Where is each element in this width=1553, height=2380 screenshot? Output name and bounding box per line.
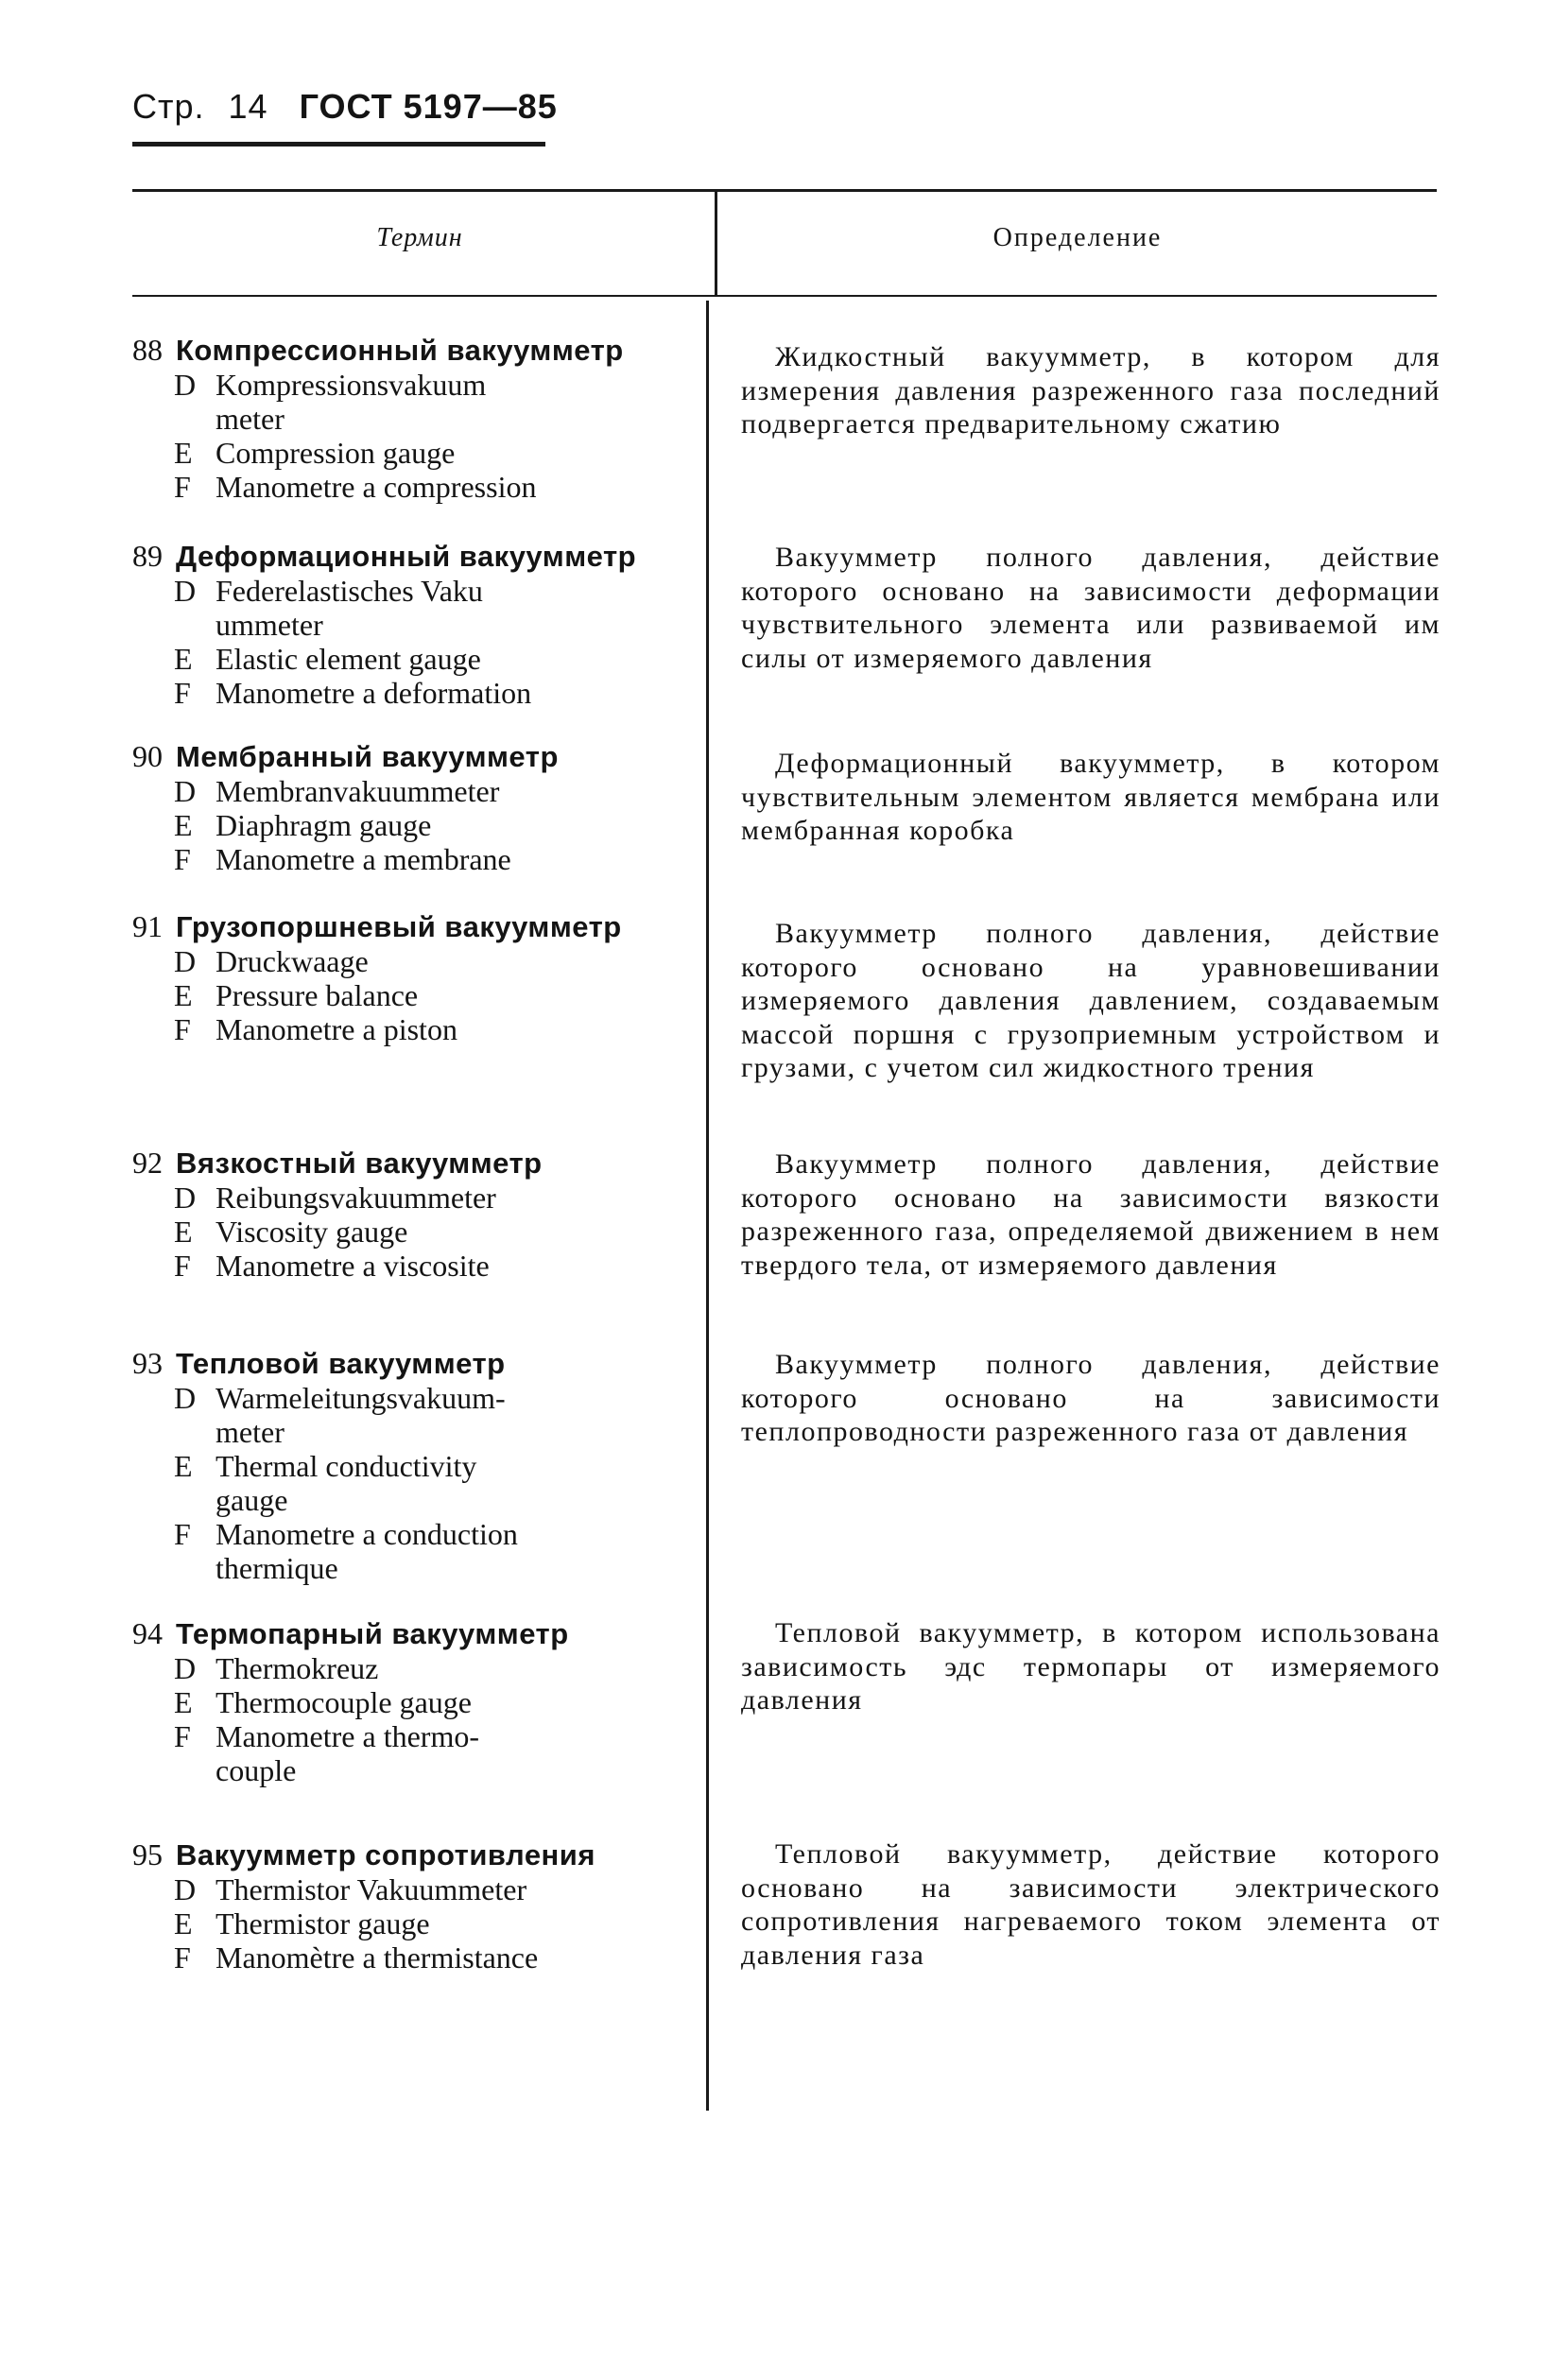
term-heading <box>132 539 699 574</box>
term-entry-88 <box>132 333 699 504</box>
term-french-cont: couple <box>216 1753 297 1787</box>
term-german: D Kompressionsvakuum <box>174 368 487 402</box>
term-english: E Viscosity gauge <box>174 1215 408 1249</box>
term-number: 88 <box>132 333 163 367</box>
definition-88: Жидкостный вакуумметр, в котором для измерения давления разреженного газа последний подвергается предварительному сжатию <box>741 341 1441 440</box>
term-number: 93 <box>132 1346 163 1380</box>
table-top-rule <box>132 189 1437 192</box>
term-english: E Thermocouple gauge <box>174 1685 472 1719</box>
term-title: Мембранный вакуумметр <box>176 740 559 773</box>
term-entry-92 <box>132 1146 699 1283</box>
term-german-cont: ummeter <box>216 608 323 642</box>
term-german-cont: meter <box>216 402 285 436</box>
term-german: D Federelastisches Vaku <box>174 574 483 608</box>
term-heading <box>132 1837 699 1872</box>
column-header-definition: Определение <box>992 223 1163 252</box>
term-german: D Thermistor Vakuummeter <box>174 1872 527 1906</box>
term-english: E Pressure balance <box>174 978 419 1012</box>
term-entry-95 <box>132 1837 699 1975</box>
term-number: 92 <box>132 1146 163 1180</box>
column-header-term: Термин <box>376 223 463 252</box>
term-title: Вязкостный вакуумметр <box>176 1147 543 1180</box>
column-divider-head <box>715 191 717 295</box>
term-french-cont: thermique <box>216 1551 338 1585</box>
definition-95: Тепловой вакуумметр, действие которого основано на зависимости электрического сопротивления нагреваемого током элемента от давления газа <box>741 1838 1441 1971</box>
definition-92: Вакуумметр полного давления, действие которого основано на зависимости вязкости разреженного газа, определяемой движением в нем твердого тела, от измеряемого давления <box>741 1148 1441 1281</box>
term-number: 94 <box>132 1616 163 1650</box>
term-title: Вакуумметр сопротивления <box>176 1838 595 1871</box>
term-german-cont: meter <box>216 1415 285 1449</box>
term-heading <box>132 1346 699 1381</box>
definition-94: Тепловой вакуумметр, в котором использована зависимость эдс термопары от измеряемого давления <box>741 1617 1441 1716</box>
term-english: E Compression gauge <box>174 436 456 470</box>
term-number: 89 <box>132 539 163 573</box>
term-entry-91 <box>132 909 699 1046</box>
term-title: Компрессионный вакуумметр <box>176 334 624 367</box>
term-english: E Elastic element gauge <box>174 642 481 676</box>
term-english: E Diaphragm gauge <box>174 808 432 842</box>
standard-title: ГОСТ 5197—85 <box>299 87 558 126</box>
page-header <box>132 87 558 127</box>
term-french: F Manometre a viscosite <box>174 1249 490 1283</box>
term-english-cont: gauge <box>216 1483 288 1517</box>
term-heading <box>132 1146 699 1181</box>
term-german: D Reibungsvakuummeter <box>174 1181 496 1215</box>
term-german: D Thermokreuz <box>174 1651 379 1685</box>
definition-89: Вакуумметр полного давления, действие которого основано на зависимости деформации чувствительного элемента или развиваемой им силы от измеряемого давления <box>741 542 1441 674</box>
term-heading <box>132 333 699 368</box>
term-german: D Warmeleitungsvakuum- <box>174 1381 506 1415</box>
page-number: 14 <box>228 87 268 126</box>
term-german: D Druckwaage <box>174 944 369 978</box>
term-title: Грузопоршневый вакуумметр <box>176 910 622 943</box>
term-entry-94 <box>132 1616 699 1787</box>
term-french: F Manometre a membrane <box>174 842 511 876</box>
term-title: Деформационный вакуумметр <box>176 540 637 573</box>
term-french: F Manomètre a thermistance <box>174 1940 539 1975</box>
term-number: 95 <box>132 1837 163 1871</box>
term-title: Термопарный вакуумметр <box>176 1617 569 1650</box>
term-french: F Manometre a compression <box>174 470 537 504</box>
term-french: F Manometre a piston <box>174 1012 457 1046</box>
page-prefix: Стр. <box>132 87 205 126</box>
column-divider-body <box>706 301 709 2111</box>
term-entry-90 <box>132 739 699 876</box>
definition-93: Вакуумметр полного давления, действие которого основано на зависимости теплопроводности разреженного газа от давления <box>741 1349 1441 1447</box>
table-header-rule <box>132 295 1437 297</box>
term-french: F Manometre a thermo- <box>174 1719 479 1753</box>
term-number: 90 <box>132 739 163 773</box>
term-english: E Thermal conductivity <box>174 1449 477 1483</box>
term-entry-93 <box>132 1346 699 1585</box>
term-heading <box>132 1616 699 1651</box>
term-title: Тепловой вакуумметр <box>176 1347 506 1380</box>
definition-90: Деформационный вакуумметр, в котором чувствительным элементом является мембрана или мембранная коробка <box>741 748 1441 846</box>
term-entry-89 <box>132 539 699 710</box>
term-german: D Membranvakuummeter <box>174 774 500 808</box>
term-heading <box>132 909 699 944</box>
header-rule <box>132 142 545 147</box>
term-heading <box>132 739 699 774</box>
term-french: F Manometre a conduction <box>174 1517 518 1551</box>
term-french: F Manometre a deformation <box>174 676 532 710</box>
definition-91: Вакуумметр полного давления, действие которого основано на уравновешивании измеряемого давления давлением, создаваемым массой поршня с грузоприемным устройством и грузами, с учетом сил жидкостного трения <box>741 918 1441 1083</box>
term-number: 91 <box>132 909 163 943</box>
term-english: E Thermistor gauge <box>174 1906 430 1940</box>
